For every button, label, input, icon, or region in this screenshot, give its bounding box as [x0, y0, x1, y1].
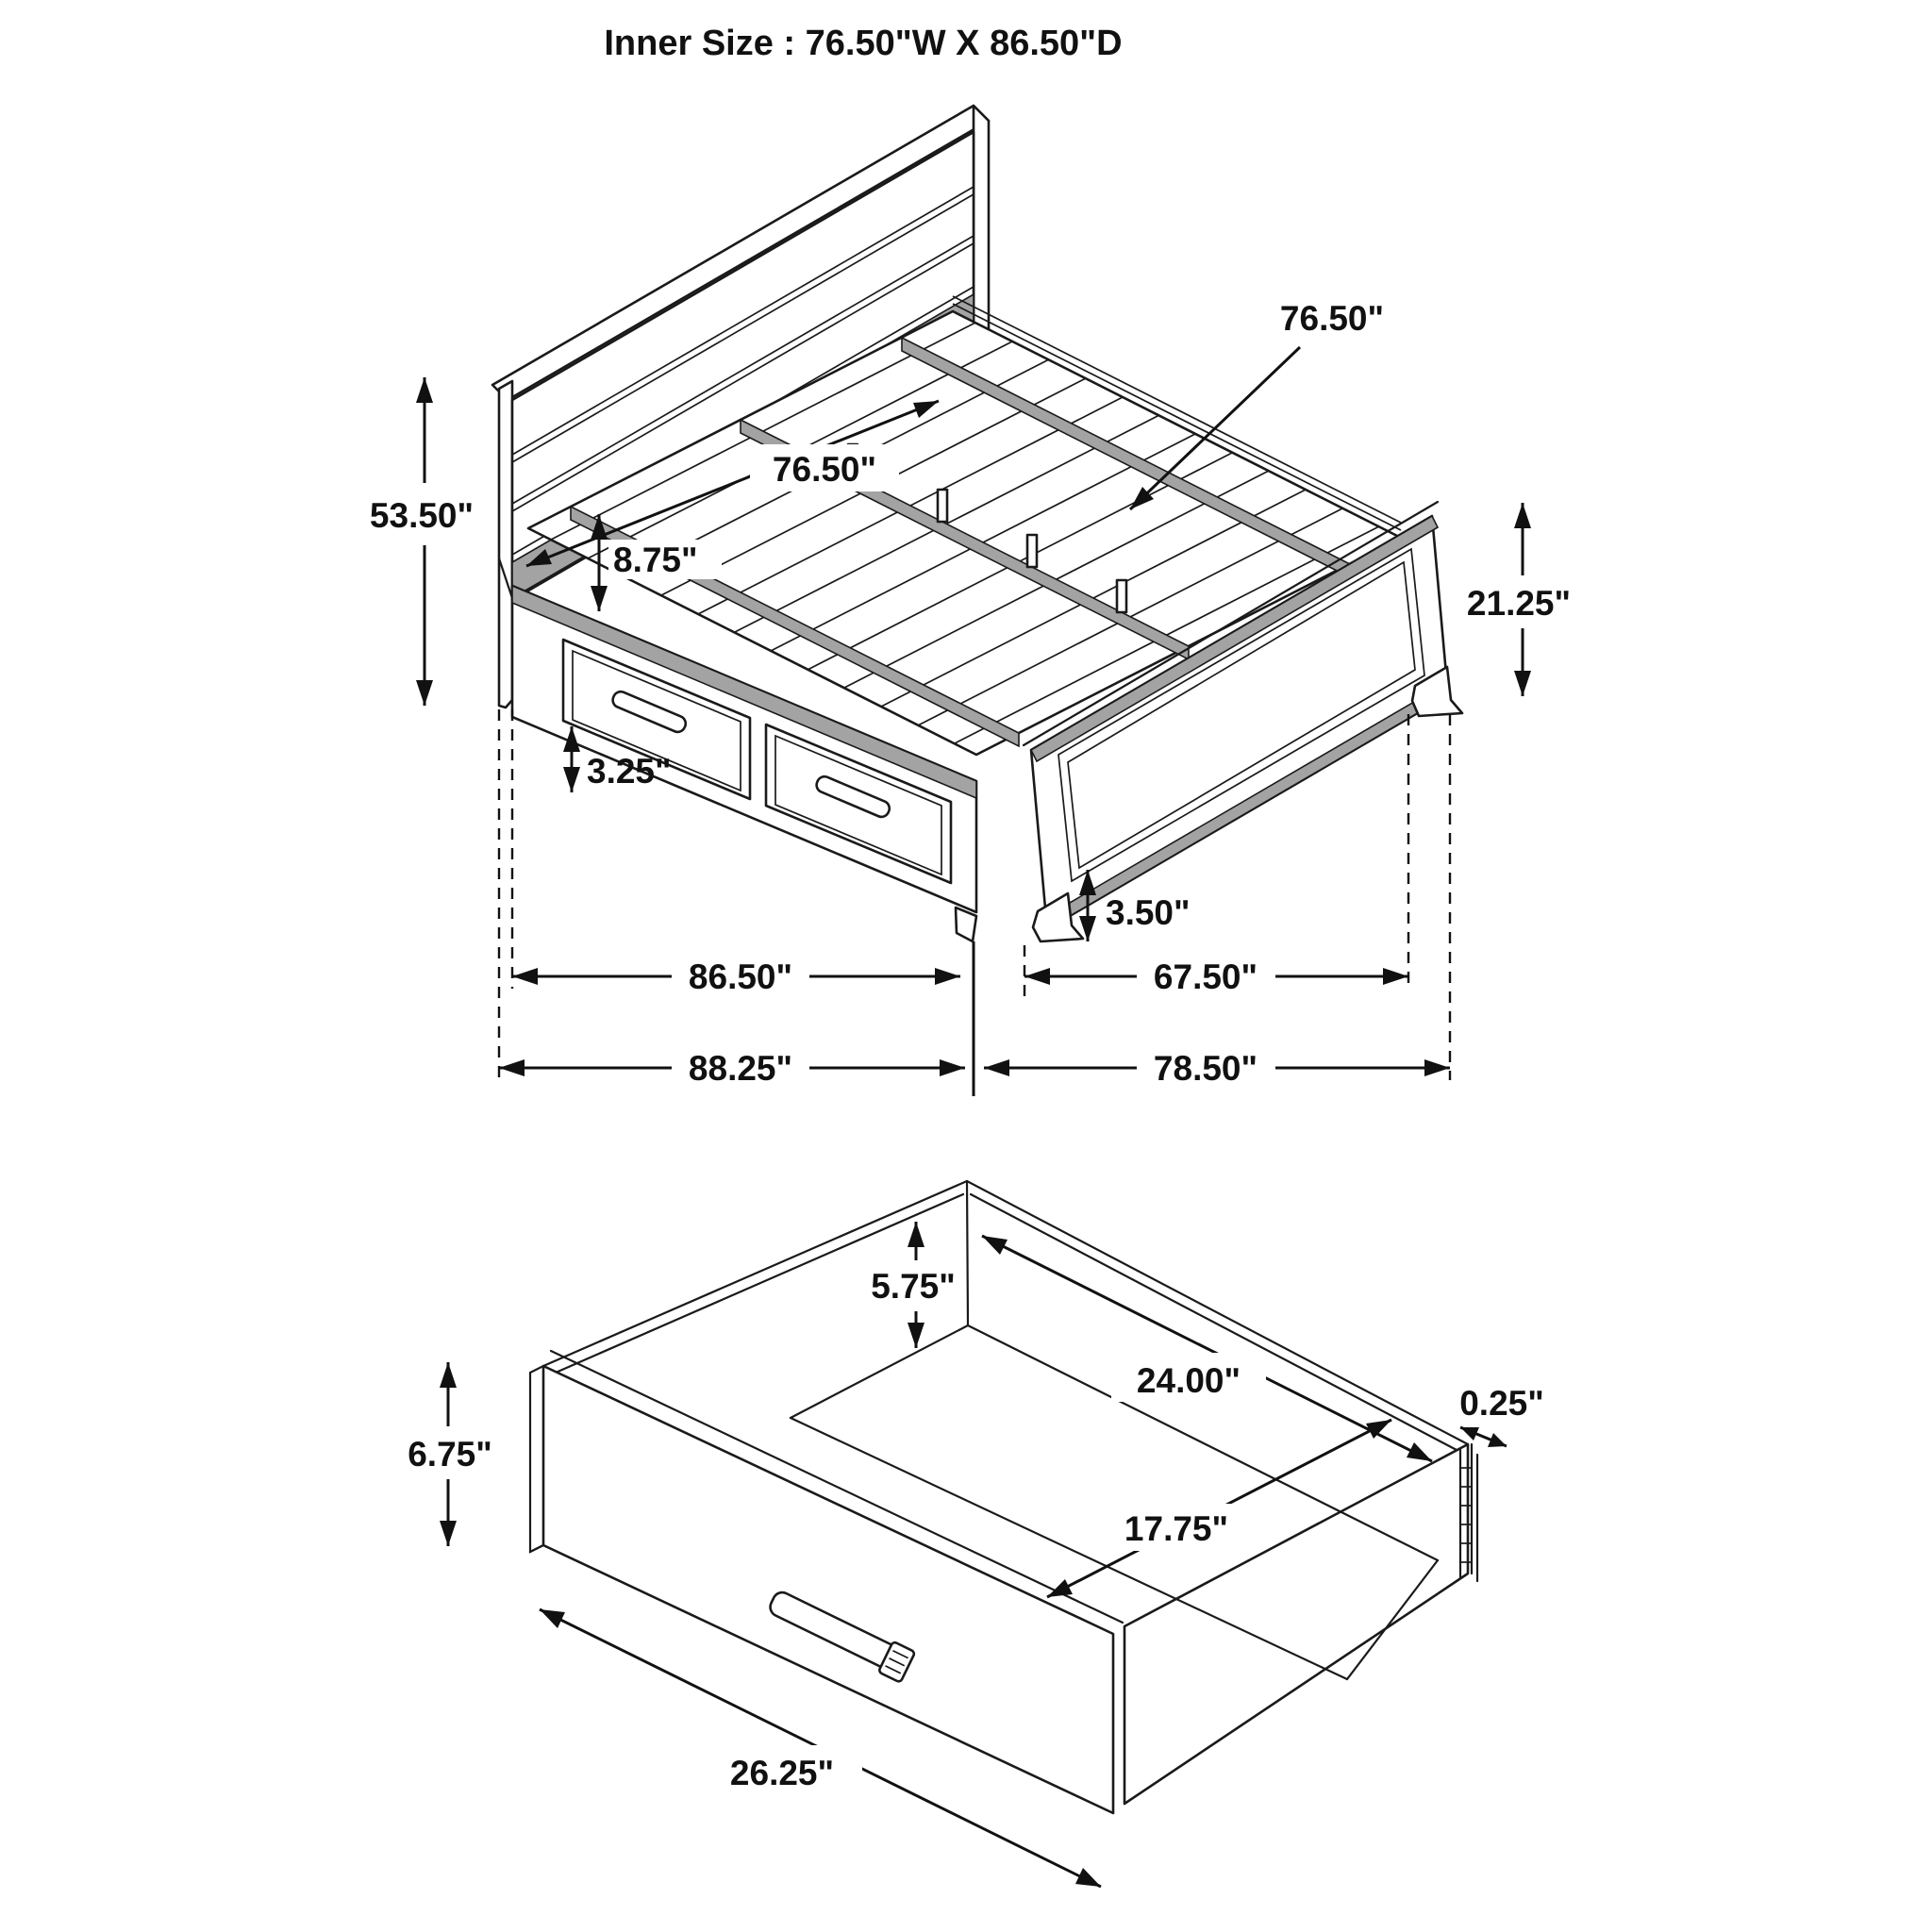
- dim-back-height: [871, 1222, 956, 1348]
- dim-foot-section-length: [1024, 958, 1408, 996]
- dim-footboard-height: [1467, 503, 1571, 696]
- dim-headboard-height: [370, 377, 474, 706]
- svg-text:6.75": 6.75": [408, 1435, 492, 1474]
- svg-text:21.25": 21.25": [1466, 584, 1572, 623]
- dim-front-height: [408, 1362, 492, 1546]
- drawer-diagram: [408, 1181, 1544, 1887]
- svg-text:86.50": 86.50": [688, 958, 793, 996]
- dim-overall-length: [499, 1049, 965, 1088]
- page-title: Inner Size : 76.50"W X 86.50"D: [604, 24, 1123, 63]
- drawer-box: [530, 1181, 1477, 1813]
- svg-text:8.75": 8.75": [613, 541, 698, 579]
- dim-overall-width: [984, 1049, 1450, 1088]
- svg-text:0.25": 0.25": [1459, 1384, 1544, 1423]
- svg-text:53.50": 53.50": [369, 496, 475, 535]
- svg-text:67.50": 67.50": [1153, 958, 1258, 996]
- svg-text:26.25": 26.25": [729, 1754, 835, 1792]
- svg-text:78.50": 78.50": [1153, 1049, 1258, 1088]
- dim-diagonal-depth: [982, 1236, 1432, 1461]
- svg-text:17.75": 17.75": [1124, 1509, 1229, 1548]
- bed-diagram: [370, 106, 1571, 1096]
- dim-inner-length: [512, 958, 960, 996]
- dim-side-thickness: [1459, 1384, 1544, 1447]
- svg-text:3.25": 3.25": [587, 752, 672, 791]
- svg-text:76.50": 76.50": [772, 450, 877, 489]
- center-foot: [956, 908, 976, 941]
- svg-text:24.00": 24.00": [1136, 1361, 1241, 1400]
- svg-text:3.50": 3.50": [1106, 893, 1191, 932]
- svg-text:5.75": 5.75": [871, 1267, 956, 1306]
- svg-text:76.50": 76.50": [1279, 299, 1385, 338]
- svg-text:88.25": 88.25": [688, 1049, 793, 1088]
